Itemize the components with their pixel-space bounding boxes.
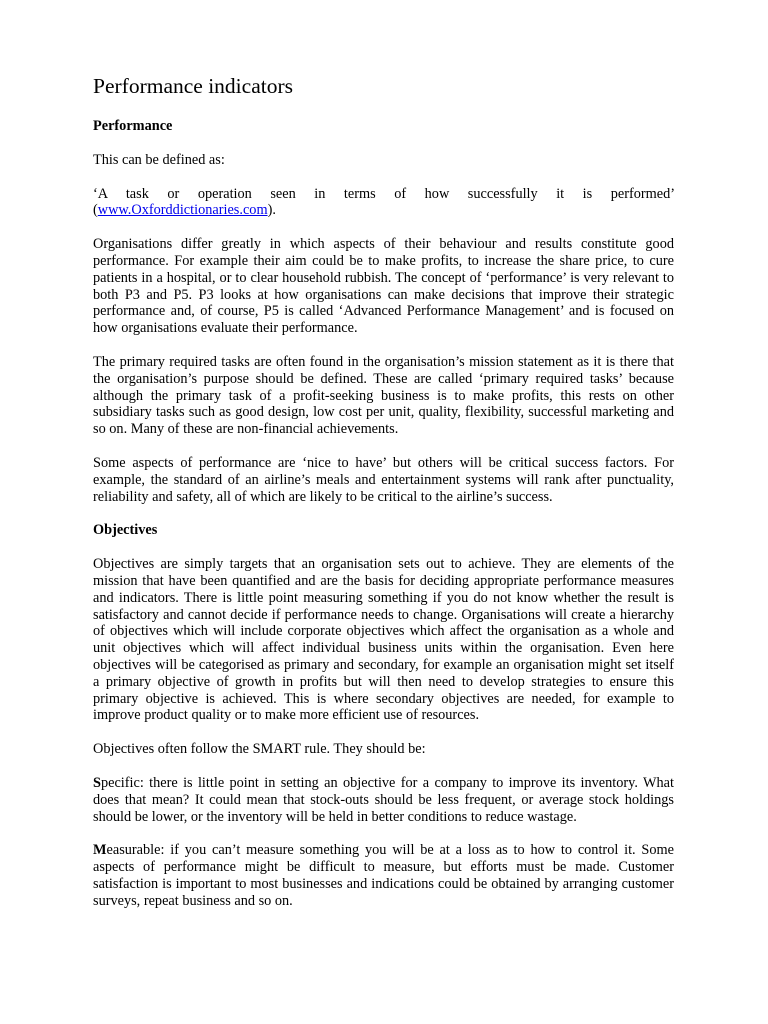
definition-quote (93, 186, 674, 220)
open-paren: ( (93, 202, 98, 219)
measurable-letter: M (93, 842, 107, 859)
performance-paragraph-1: Organisations differ greatly in which aspects of their behaviour and results constitute good performance. For example their aim could be to make profits, to increase the share price, to cure patients in a hospital, or to clear household rubbish. The concept of ‘performance’ is very relevant to both P3 and P5. P3 looks at how organisations can make decisions that improve their strategic performance and, of course, P5 is called ‘Advanced Performance Management’ and is focused on how organisations evaluate their performance. (93, 236, 674, 337)
smart-intro: Objectives often follow the SMART rule. They should be: (93, 741, 426, 758)
objectives-paragraph-1: Objectives are simply targets that an organisation sets out to achieve. They are elements of the mission that have been quantified and are the basis for deciding appropriate performance measures and indicators. There is little point measuring something if you do not know whether the result is satisfactory and cannot decide if performance needs to change. Organisations will create a hierarchy of objectives which will include corporate objectives which affect the organisation as a whole and unit objectives which will affect individual business units within the organisation. Even here objectives will be categorised as primary and secondary, for example an organisation might set itself a primary objective of growth in profits but will then need to develop strategies to ensure this primary objective is achieved. This is where secondary objectives are needed, for example to improve product quality or to make more efficient use of resources. (93, 556, 674, 724)
page-title: Performance indicators (93, 74, 293, 98)
oxford-dictionaries-link[interactable]: www.Oxforddictionaries.com (97, 202, 268, 219)
document-page (93, 73, 674, 926)
performance-paragraph-3: Some aspects of performance are ‘nice to have’ but others will be critical success factors. For example, the standard of an airline’s meals and entertainment systems will rank after punctuality, reliability and safety, all of which are likely to be critical to the airline’s success. (93, 454, 674, 505)
performance-paragraph-2: The primary required tasks are often found in the organisation’s mission statement as it is there that the organisation’s purpose should be defined. These are called ‘primary required tasks’ because although the primary task of a profit-seeking business is to make profits, this rests on other subsidiary tasks such as good design, low cost per unit, quality, flexibility, successful marketing and so on. Many of these are non-financial achievements. (93, 353, 674, 438)
performance-heading: Performance (93, 118, 173, 134)
measurable-text: easurable: if you can’t measure something you will be at a loss as to how to control it. Some aspects of performance might be difficult to measure, but efforts must be made. Customer satisfaction is important to most businesses and indications could be obtained by arranging customer surveys, repeat business and so on. (93, 842, 674, 909)
definition-intro: This can be defined as: (93, 151, 225, 168)
close-paren: ). (267, 202, 276, 219)
smart-specific (93, 775, 674, 825)
specific-letter: S (93, 774, 101, 791)
quote-text: ‘A task or operation seen in terms of how successfully it is performed’ (93, 185, 674, 202)
specific-text: pecific: there is little point in setting an objective for a company to improve its inventory. What does that mean? It could mean that stock-outs should be less frequent, or average stock holdings should be lower, or the inventory will be held in better conditions to reduce wastage. (93, 774, 674, 825)
objectives-heading: Objectives (93, 522, 158, 539)
smart-measurable (93, 842, 674, 909)
